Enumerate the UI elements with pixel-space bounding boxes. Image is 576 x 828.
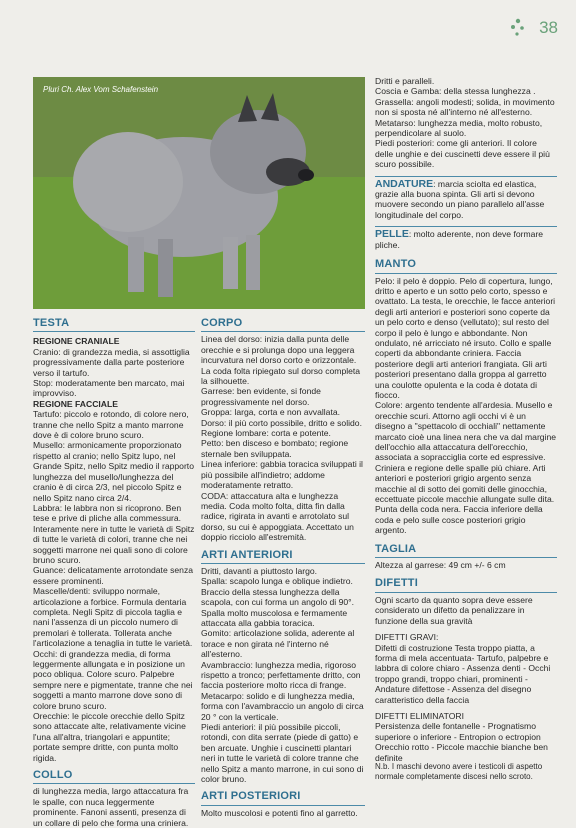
section-title-taglia: TAGLIA	[375, 542, 417, 555]
colore-text: Colore: argento tendente all'ardesia. Musello e orecchie scuri. Attorno agli occhi vi è un disegno a "spettacolo di occhiali" nettamente marcato cioè una linea nera che va dal margine dell'occhio alla attaccatura dell'orecchio, associata a sopracciglia corte ed espressive. Criniera e regione delle spalle più chiare. Arti anteriori e posteriori grigio argento senza macchie al di sotto dei gomiti delle ginocchia, eccettuate piccole macchie allungate sulle dita. Punta della coda nera. Faccia inferiore della coda e pelo sulle cosce posteriori grigio argento.	[375, 400, 557, 536]
section-rule	[375, 176, 557, 177]
difetti-text: Ogni scarto da quanto sopra deve essere considerato un difetto da penalizzare in funzione della sua gravità	[375, 594, 533, 626]
orecchie-text: Orecchie: le piccole orecchie dello Spitz sono attaccate alte, relativamente vicine l'una all'altra, triangolari e appuntite; portate sempre dritte, con punta molto rigida.	[33, 711, 186, 763]
section-rule	[201, 563, 365, 564]
dritti-text: Dritti e paralleli.	[375, 76, 435, 86]
left-column	[33, 318, 195, 828]
subheading-difetti-gravi: DIFETTI GRAVI:	[375, 632, 439, 643]
subheading-facciale: REGIONE FACCIALE	[33, 398, 118, 409]
section-rule	[375, 226, 557, 227]
linea-text: Linea inferiore: gabbia toracica sviluppati il più possibile all'indietro; addome moderatamente retratto.	[201, 459, 363, 491]
section-rule	[375, 273, 557, 274]
avambraccio-text: Avambraccio: lunghezza media, rigoroso rispetto a tronco; perfettamente dritto, con faccia posteriore molto ricca di frange.	[201, 659, 361, 691]
dorso-text: Dorso: il più corto possibile, dritto e solido.	[201, 417, 362, 428]
section-title-manto: MANTO	[375, 258, 417, 271]
piedi-anteriori-text: Piedi anteriori: il più possibile piccoli, rotondi, con dita serrate (piede di gatto) e ben arcuate. Unghie i cuscinetti plantari neri in tutte le varietà di colore tranne che nello Spitz a manto marrone, in cui sono di color bruno.	[201, 722, 364, 785]
mascelle-text: Mascelle/denti: sviluppo normale, articolazione a forbice. Formula dentaria completa. Negli Spitz di piccola taglia e nani l'assenza di un piccolo numero di premolari è tollerata. Tollerata anche l'articolazione a tenaglia in tutte le varietà.	[33, 586, 193, 649]
photo-caption: Pluri Ch. Alex Vom Schafenstein	[43, 85, 159, 94]
tartufo-text: Tartufo: piccolo e rotondo, di colore nero, tranne che nello Spitz a manto marrone dove è di colore bruno scuro.	[33, 409, 189, 441]
page-number: 38	[539, 18, 558, 37]
middle-column	[201, 318, 365, 818]
lombare-text: Regione lombare: corta e potente.	[201, 428, 331, 439]
anteriori-intro: Dritti, davanti a piuttosto largo.	[201, 565, 318, 576]
subheading-difetti-eliminatori: DIFETTI ELIMINATORI	[375, 710, 464, 721]
keeshond-illustration	[33, 77, 365, 309]
section-title-arti-posteriori: ARTI POSTERIORI	[201, 790, 301, 803]
section-title-corpo: CORPO	[201, 317, 243, 329]
section-rule	[201, 331, 365, 332]
occhi-text: Occhi: di grandezza media, di forma leggermente allungata e in posizione un poco obliqua. Colore scuro. Palpebre sempre nere e pigmentate, tranne che nei soggetti a manto marrone dove sono di colore bruno scuro.	[33, 648, 193, 711]
guance-text: Guance: delicatamente arrotondate senza essere prominenti.	[33, 565, 194, 586]
pelle-text: : molto aderente, non deve formare pliche.	[375, 229, 544, 250]
musello-text: Musello: armonicamente proporzionato rispetto al cranio; nello Spitz lupo, nel Grande Spitz, nello Spitz medio il rapporto lunghezza del musello/lunghezza del cranio è di circa 2/3, nel piccolo Spitz e nello Spitz nano circa 2/4.	[33, 440, 194, 503]
cranio-text: Cranio: di grandezza media, si assottiglia progressivamente dalla parte posteriore verso il tartufo.	[33, 346, 190, 378]
coda-text: CODA: attaccatura alta e lunghezza media. Coda molto folta, ditta fin dalla radice, rigirata in avanti e arrotolato sul dorso, su cui è appoggiata. Accettato un doppio ricciolo all'estremità.	[201, 490, 354, 543]
right-column	[375, 76, 557, 763]
section-rule	[375, 557, 557, 558]
collo-text: di lunghezza media, largo attaccatura fra le spalle, con nuca leggermente prominente. Fanoni assenti, presenza di un collare di pelo che forma una criniera.	[33, 786, 189, 828]
taglia-text: Altezza al garrese: 49 cm +/- 6 cm	[375, 560, 506, 571]
metatarso-text: Metatarso: lunghezza media, molto robusto, perpendicolare al suolo.	[375, 117, 543, 139]
stop-text: Stop: moderatamente ben marcato, mai improvviso.	[33, 378, 185, 399]
dog-photo	[33, 77, 365, 309]
spalla-text: Spalla: scapolo lunga e oblique indietro. Braccio della stessa lunghezza della scapola, con cui forma un angolo di 90°. Spalla molto muscolosa e fermamente attaccata alla gabbia toracica.	[201, 576, 354, 628]
metacarpo-text: Metacarpo: solido e di lunghezza media, forma con l'avambraccio un angolo di circa 20 ° con la verticale.	[201, 690, 364, 722]
gomito-text: Gomito: articolazione solida, aderente al torace e non girata né l'interno né all'esterno.	[201, 628, 355, 660]
pelle-paragraph	[375, 229, 557, 250]
labbra-text: Labbra: le labbra non si ricoprono. Ben tese e prive di pliche alla commessura. Interamente nere in tutte le varietà di Spitz di tutte le varietà di colori, tranne che nei soggetti marrone nei quali sono di colore bruno scuro.	[33, 502, 195, 565]
corpo-text: Linea del dorso: inizia dalla punta delle orecchie e si prolunga dopo una leggera incurvatura nel dorso corto e orizzontale. La coda folta ripiegato sul dorso completa la silhouette.	[201, 334, 361, 387]
section-title-collo: COLLO	[33, 769, 73, 782]
section-rule	[33, 331, 195, 332]
section-rule	[375, 592, 557, 593]
section-title-testa: TESTA	[33, 317, 70, 329]
coscia-text: Coscia e Gamba: della stessa lunghezza . Grassella: angoli modesti; solida, in movimento non si sposta né all'interno né all'esterno.	[375, 86, 555, 118]
difetti-gravi-text: Difetti di costruzione Testa troppo piatta, a forma di mela accentuata- Tartufo, palpebre e labbra di colore chiaro - Assenza denti - Occhi troppo grandi, troppo chiari, prominenti - Andature difettose - Assenza del disegno caratteristico della faccia	[375, 642, 551, 705]
section-rule	[33, 783, 195, 784]
piedi-posteriori-text: Piedi posteriori: come gli anteriori. Il colore delle unghie e dei cuscinetti deve essere il più scuro possibile.	[375, 138, 550, 170]
manto-text: Pelo: il pelo è doppio. Pelo di copertura, lungo, dritto e aperto e un sotto pelo corto, spesso e ovattato. La testa, le orecchie, le facce anteriori degli arti anteriori e posteriori sono coperte da un pelo corto e denso (vellutato); sul resto del corpo il pelo è lungo e abbondante. Non ondulato, né arricciato né irsuto. Collo e spalle coperti da abbondante criniera. Faccia posteriore degli arti anteriori frangiata. Gli arti posteriori presentano dalla groppa al garretto una coulotte opulenta e la coda è dotata di fiocco.	[375, 275, 556, 400]
section-title-arti-anteriori: ARTI ANTERIORI	[201, 548, 293, 561]
groppa-text: Groppa: larga, corta e non avvallata.	[201, 407, 341, 418]
section-rule	[201, 805, 365, 806]
section-title-difetti: DIFETTI	[375, 577, 418, 590]
petto-text: Petto: ben disceso e bombato; regione sternale ben sviluppata.	[201, 438, 349, 459]
section-title-pelle: PELLE	[375, 228, 409, 241]
section-title-andature: ANDATURE	[375, 177, 434, 190]
difetti-eliminatori-text: Persistenza delle fontanelle - Prognatismo superiore o inferiore - Entropion o ectropion Orecchio rotto - Piccole macchie bianche ben definite	[375, 721, 548, 763]
posteriori-text: Molto muscolosi e potenti fino al garretto.	[201, 807, 358, 818]
footnote: N.b. I maschi devono avere i testicoli di aspetto normale completamente discesi nello scroto.	[375, 762, 543, 781]
andature-paragraph	[375, 179, 557, 221]
garrese-text: Garrese: ben evidente, si fonde progressivamente nel dorso.	[201, 386, 321, 407]
andature-text: : marcia sciolta ed elastica, grazie alla buona spinta. Gli arti si devono muovere secondo un piano parallelo all'asse longitudinale del corpo.	[375, 178, 545, 220]
leaf-ornament-icon	[508, 16, 528, 38]
subheading-cranio: REGIONE CRANIALE	[33, 336, 120, 347]
